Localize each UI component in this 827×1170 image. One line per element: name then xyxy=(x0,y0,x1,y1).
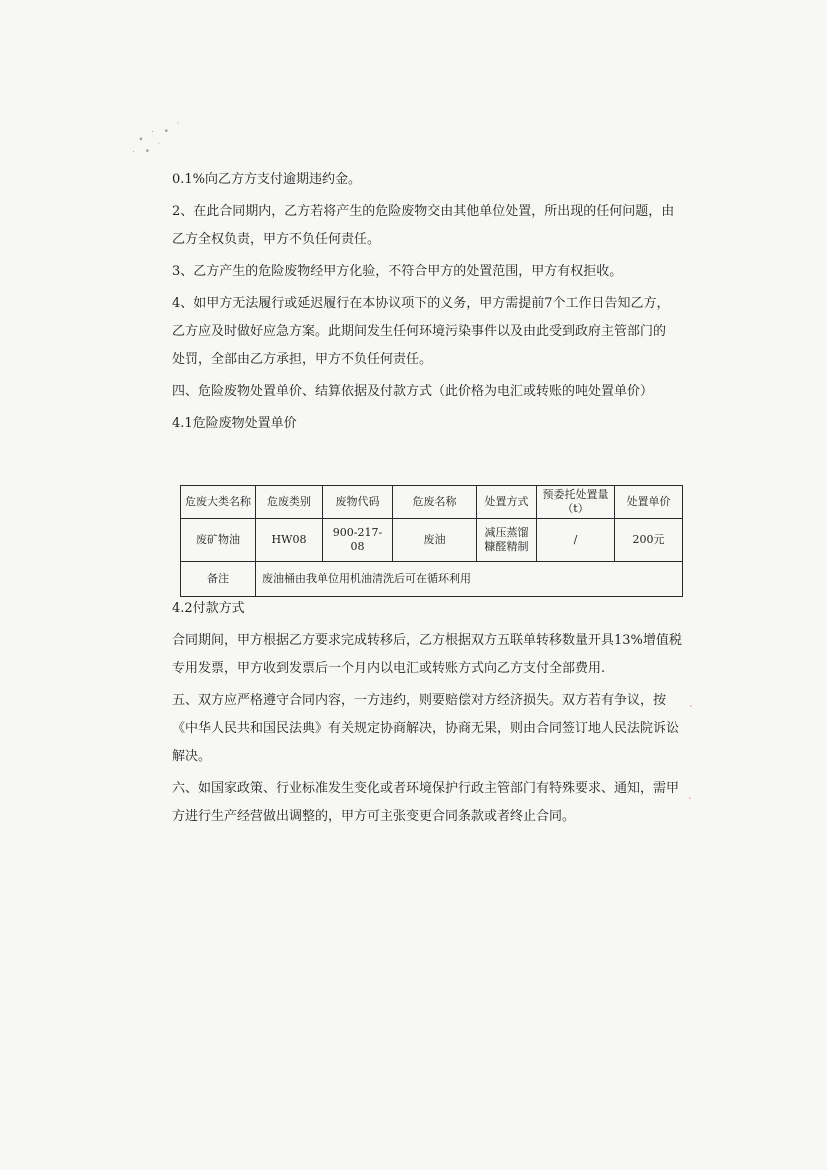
header-name: 危废名称 xyxy=(393,486,477,519)
paragraph-clause-3: 3、乙方产生的危险废物经甲方化验，不符合甲方的处置范围，甲方有权拒收。 xyxy=(172,264,623,279)
table-header-row xyxy=(181,486,683,519)
table-note-row xyxy=(181,562,683,597)
contract-text-lower xyxy=(172,595,682,831)
table-row xyxy=(181,519,683,562)
subsection-heading-4-2: 4.2付款方式 xyxy=(172,601,245,616)
cell-quantity: / xyxy=(537,519,615,562)
cell-method: 减压蒸馏糠醛精制 xyxy=(477,519,537,562)
contract-text-upper xyxy=(172,166,677,438)
section-heading-4: 四、危险废物处置单价、结算依据及付款方式（此价格为电汇或转账的吨处置单价） xyxy=(172,384,654,399)
paragraph-clause-4: 4、如甲方无法履行或延迟履行在本协议项下的义务，甲方需提前7个工作日告知乙方，乙方应及时做好应急方案。此期间发生任何环境污染事件以及由此受到政府主管部门的处罚，全部由乙方承担，甲方不负任何责任。 xyxy=(172,296,670,367)
edge-mark: ˊ xyxy=(688,706,693,716)
cell-name: 废油 xyxy=(393,519,477,562)
subsection-heading-4-1: 4.1危险废物处置单价 xyxy=(172,416,297,431)
paragraph-penalty: 0.1%向乙方方支付逾期违约金。 xyxy=(172,172,362,187)
header-category: 危废大类名称 xyxy=(181,486,256,519)
cell-category: 废矿物油 xyxy=(181,519,256,562)
header-code: 废物代码 xyxy=(323,486,393,519)
paragraph-payment: 合同期间，甲方根据乙方要求完成转移后，乙方根据双方五联单转移数量开具13%增值税专用发票，甲方收到发票后一个月内以电汇或转账方式向乙方支付全部费用. xyxy=(172,633,682,676)
edge-mark: ˋ xyxy=(688,798,693,808)
header-class: 危废类别 xyxy=(256,486,323,519)
cell-class: HW08 xyxy=(256,519,323,562)
scan-speck: ∙ ˙ ∙ ˙ xyxy=(137,120,186,146)
note-text: 废油桶由我单位用机油清洗后可在循环利用 xyxy=(256,562,683,597)
disposal-price-table xyxy=(180,485,683,597)
section-5: 五、双方应严格遵守合同内容，一方违约，则要赔偿对方经济损失。双方若有争议，按《中华人民共和国民法典》有关规定协商解决，协商无果，则由合同签订地人民法院诉讼解决。 xyxy=(172,693,680,764)
header-quantity: 预委托处置量（t） xyxy=(537,486,615,519)
cell-code: 900-217-08 xyxy=(323,519,393,562)
note-label: 备注 xyxy=(181,562,256,597)
cell-unit-price: 200元 xyxy=(615,519,683,562)
price-table-wrap xyxy=(180,485,682,597)
header-method: 处置方式 xyxy=(477,486,537,519)
section-6: 六、如国家政策、行业标准发生变化或者环境保护行政主管部门有特殊要求、通知，需甲方进行生产经营做出调整的，甲方可主张变更合同条款或者终止合同。 xyxy=(172,781,680,824)
header-unit-price: 处置单价 xyxy=(615,486,683,519)
paragraph-clause-2: 2、在此合同期内，乙方若将产生的危险废物交由其他单位处置，所出现的任何问题，由乙方全权负责，甲方不负任何责任。 xyxy=(172,204,675,247)
scan-speck: ˙ ∙ ˙ xyxy=(131,140,167,162)
